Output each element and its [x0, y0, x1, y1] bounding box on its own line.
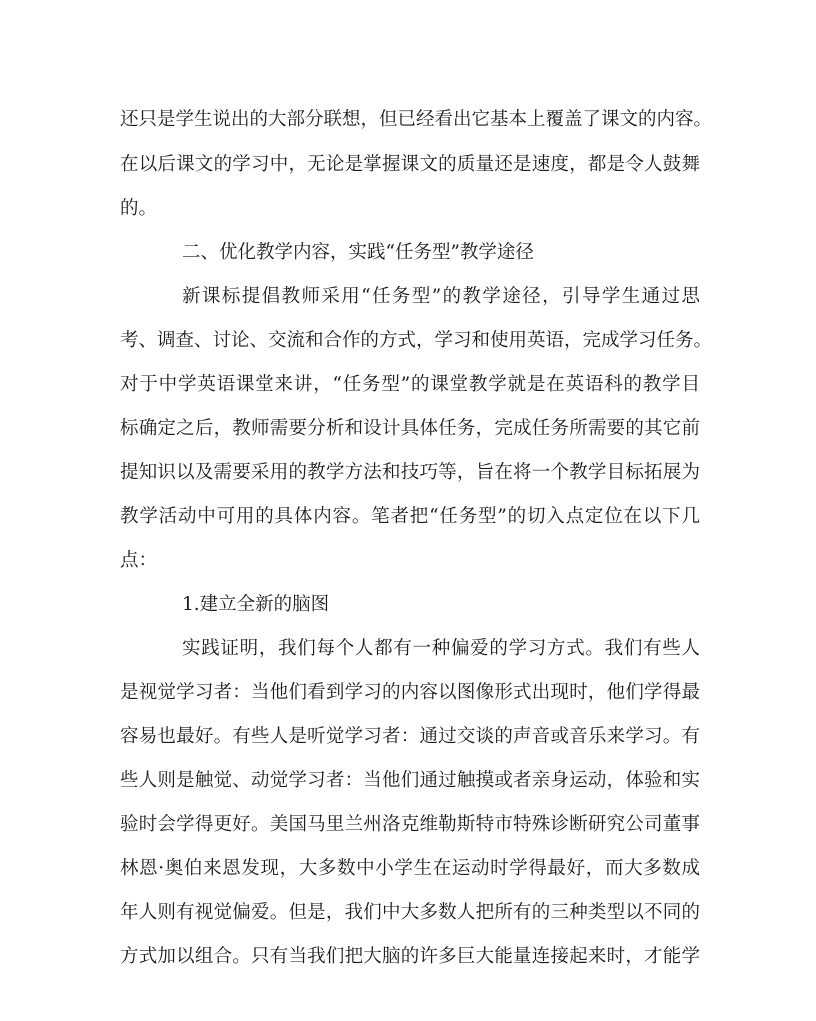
paragraph-line: 新课标提倡教师采用“任务型”的教学途径，引导学生通过思 — [182, 286, 700, 307]
paragraph-line: 还只是学生说出的大部分联想，但已经看出它基本上覆盖了课文的内容。 — [120, 109, 713, 130]
paragraph-line: 对于中学英语课堂来讲，“任务型”的课堂教学就是在英语科的教学目 — [120, 374, 700, 395]
subsection-heading: 1.建立全新的脑图 — [182, 594, 330, 615]
paragraph-line: 实践证明，我们每个人都有一种偏爱的学习方式。我们有些人 — [182, 638, 700, 659]
paragraph-line: 些人则是触觉、动觉学习者：当他们通过触摸或者亲身运动，体验和实 — [120, 770, 700, 791]
paragraph-line: 提知识以及需要采用的教学方法和技巧等，旨在将一个教学目标拓展为 — [120, 462, 700, 483]
paragraph-line: 教学活动中可用的具体内容。笔者把“任务型”的切入点定位在以下几 — [120, 506, 700, 527]
paragraph-line: 方式加以组合。只有当我们把大脑的许多巨大能量连接起来时，才能学 — [120, 946, 700, 967]
paragraph-line: 是视觉学习者：当他们看到学习的内容以图像形式出现时，他们学得最 — [120, 682, 700, 703]
paragraph-line: 年人则有视觉偏爱。但是，我们中大多数人把所有的三种类型以不同的 — [120, 902, 700, 923]
paragraph-line: 验时会学得更好。美国马里兰州洛克维勒斯特市特殊诊断研究公司董事 — [120, 814, 700, 835]
paragraph-line: 林恩·奥伯来恩发现，大多数中小学生在运动时学得最好，而大多数成 — [120, 858, 700, 879]
section-heading: 二、优化教学内容，实践“任务型”教学途径 — [182, 242, 534, 263]
paragraph-line: 标确定之后，教师需要分析和设计具体任务，完成任务所需要的其它前 — [120, 418, 700, 439]
paragraph-line: 的。 — [120, 198, 158, 219]
paragraph-line: 考、调查、讨论、交流和合作的方式，学习和使用英语，完成学习任务。 — [120, 330, 713, 351]
paragraph-line: 容易也最好。有些人是听觉学习者：通过交谈的声音或音乐来学习。有 — [120, 726, 700, 747]
paragraph-line: 在以后课文的学习中，无论是掌握课文的质量还是速度，都是令人鼓舞 — [120, 154, 700, 175]
paragraph-line: 点： — [120, 550, 158, 571]
